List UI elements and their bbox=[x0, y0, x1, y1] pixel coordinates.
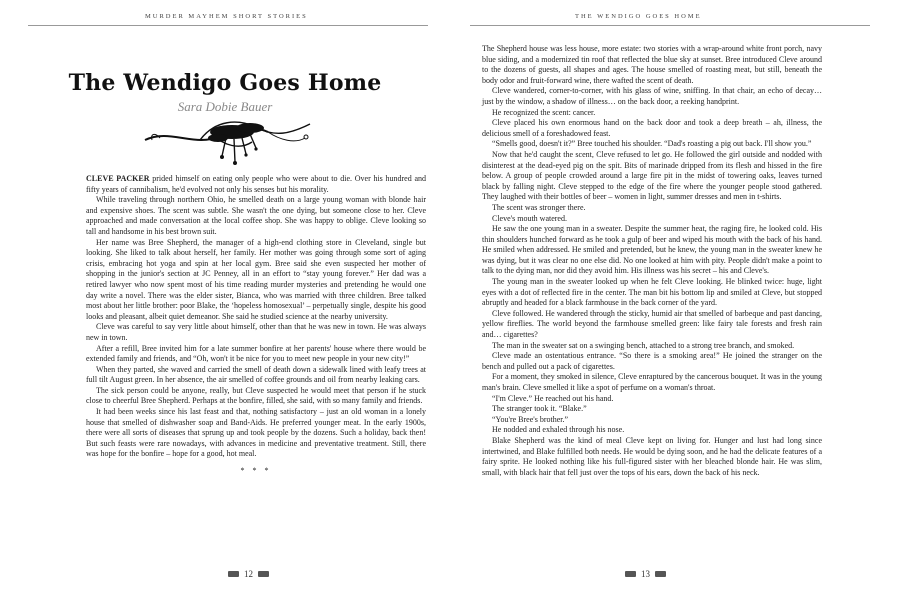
paragraph: Blake Shepherd was the kind of meal Cleve kept on living for. Hunger and lust had long since intertwined, and Blake fulfilled both needs. He would be dying soon, and he had the delicate features of a fairy sprite. He looked nothing like his full-figured sister with her bleached blonde hair. He was slim, small, with black hair that fell just over the tops of his ears, down the back of his neck. bbox=[482, 435, 822, 477]
left-body-text bbox=[86, 174, 426, 477]
scene-break: * * * bbox=[240, 466, 272, 476]
paragraph: The young man in the sweater looked up when he felt Cleve looking. He blinked twice: huge, light eyes with a dot of reflected fire in the center. The man bit his bottom lip and smiled at Cleve, but stopped abruptly and headed for a black farmhouse in the back corner of the yard. bbox=[482, 277, 822, 308]
paragraph: The stranger took it. “Blake.” bbox=[492, 404, 587, 414]
running-head-right: THE WENDIGO GOES HOME bbox=[575, 13, 702, 20]
header-rule-left bbox=[28, 25, 428, 26]
paragraph: “You're Bree's brother.” bbox=[492, 414, 569, 424]
paragraph: For a moment, they smoked in silence, Cleve enraptured by the cancerous bouquet. It was in the young man's brain. Cleve smelled it like a spot of perfume on a woman's throat. bbox=[482, 372, 822, 392]
paragraph: After a refill, Bree invited him for a late summer bonfire at her parents' house where there would be extended family and friends, and “Oh, won't it be nice for you to meet new people in your new city!” bbox=[86, 343, 426, 364]
paragraph: While traveling through northern Ohio, he smelled death on a large young woman with blonde hair and expensive shoes. The scent was subtle. She wasn't the one dying, but someone close to her. Cleve approached and made conversation at the local coffee shop. She was happy to oblige. Cleve looking so tall and handsome in his best brown suit. bbox=[86, 195, 426, 236]
paragraph: CLEVE PACKER prided himself on eating only people who were about to die. Over his hundred and fifty years of cannibalism, he'd evolved not only his senses but his morality. bbox=[86, 174, 426, 194]
folio-ornament-icon bbox=[228, 571, 239, 577]
paragraph: Now that he'd caught the scent, Cleve refused to let go. He followed the girl outside and nodded with disinterest at the dead-eyed pig on the spit. Bits of marinade dripped from its flesh and hissed in the fire below. A group of people crowded around a large fire pit in the midst of towering oaks, leaves turned black by falling night. Cleve stepped to the edge of the fire where the younger people stood gathered. They laughed with their bottles of beer – women in light, summer dresses and men in t-shirts. bbox=[482, 149, 822, 202]
paragraph: Cleve followed. He wandered through the sticky, humid air that smelled of barbeque and past dancing, yellow fireflies. The world beyond the farmhouse smelled green: like fairy tale forests and fresh rain and… cigarettes? bbox=[482, 308, 822, 340]
paragraph: Cleve's mouth watered. bbox=[492, 213, 567, 223]
header-rule-right bbox=[470, 25, 870, 26]
paragraph: When they parted, she waved and carried the smell of death down a sidewalk lined with leafy trees at full tilt August green. In her absence, the air smelled of coffee grounds and oil from nearby leaking cars. bbox=[86, 364, 426, 385]
paragraph: Cleve was careful to say very little about himself, other than that he was new in town. He was always new in town. bbox=[86, 322, 426, 342]
paragraph: Cleve placed his own enormous hand on the back door and took a deep breath – ah, illness, the delicious smell of a foreshadowed feast. bbox=[482, 118, 822, 138]
right-page bbox=[450, 0, 900, 600]
paragraph: Cleve made an ostentatious entrance. “So there is a smoking area!” He joined the stranger on the bench and pulled out a pack of cigarettes. bbox=[482, 351, 822, 371]
paragraph: Cleve wandered, corner-to-corner, with his glass of wine, sniffing. In that chair, an echo of decay… just by the window, a shadow of illness… on the back door, a reeking handprint. bbox=[482, 86, 822, 106]
page-number-right: 13 bbox=[625, 569, 666, 579]
story-title: The Wendigo Goes Home bbox=[68, 70, 382, 96]
lead-in: CLEVE PACKER bbox=[86, 174, 150, 183]
paragraph: He recognized the scent: cancer. bbox=[492, 107, 596, 117]
folio-ornament-icon bbox=[258, 571, 269, 577]
paragraph: “I'm Cleve.” He reached out his hand. bbox=[492, 393, 614, 403]
paragraph: The Shepherd house was less house, more estate: two stories with a wrap-around white front porch, navy blue siding, and a modernized tin roof that reflected the blue sky at sunset. Bree introduced Cleve around to the dozens of guests, all shapes and ages. The house smelled of roasting meat, but still, beneath the body odor and fruit-forward wine, there wafted the scent of death. bbox=[482, 44, 822, 85]
paragraph: “Smells good, doesn't it?” Bree touched his shoulder. “Dad's roasting a pig out back. I'll show you.” bbox=[492, 139, 812, 149]
paragraph: The man in the sweater sat on a swinging bench, attached to a strong tree branch, and smoked. bbox=[492, 340, 795, 350]
right-body-text bbox=[482, 44, 822, 478]
decorative-flourish-icon bbox=[140, 110, 315, 170]
story-author: Sara Dobie Bauer bbox=[177, 99, 273, 114]
paragraph: The scent was stronger there. bbox=[492, 202, 586, 212]
folio-ornament-icon bbox=[625, 571, 636, 577]
folio-ornament-icon bbox=[655, 571, 666, 577]
running-head-left: MURDER MAYHEM SHORT STORIES bbox=[145, 13, 308, 20]
paragraph: The sick person could be anyone, really, but Cleve suspected he would meet that person if he stuck close to cheerful Bree Shepherd. Perhaps at the bonfire, filled, she said, with so many family and friends. bbox=[86, 385, 426, 406]
page-number-left: 12 bbox=[228, 569, 269, 579]
paragraph: Her name was Bree Shepherd, the manager of a high-end clothing store in Cleveland, single but looking. She liked to talk about herself, her family. Her mother was going through some sort of aging crisis, embracing hot yoga and spin at her local gym. Bree said she even suspected her mother of shopping in the junior's section at JC Penney, all in an effort to “stay young forever.” Her dad was a retired lawyer who now spent most of his time reading murder mysteries and pretending he would one day write a novel. There was the elder sister, Bianca, who was married with three children. Bree talked most about her little brother: poor Blake, the ‘hopeless homosexual’ – perpetually single, despite his good looks and pleasant, albeit quiet demeanor. She said he studied science at the nearby university. bbox=[86, 237, 426, 321]
paragraph: It had been weeks since his last feast and that, nothing satisfactory – just an old woman in a lonely house that smelled of dishwasher soap and Band-Aids. He preferred younger meat. In the early 1900s, there were all sorts of diseases that sprung up and took people by the dozens. Such a holiday, back then! But such feasts were rare nowadays, with advances in medicine and preventative treatment. Still, there was hope for the bonfire – hope for a good, hot meal. bbox=[86, 407, 426, 459]
paragraph: He nodded and exhaled through his nose. bbox=[492, 425, 625, 435]
paragraph: He saw the one young man in a sweater. Despite the summer heat, the raging fire, he looked cold. His thin shoulders hunched forward as he took a gulp of beer and wiped his mouth with the back of his hand. He smiled when addressed. He smiled and pretended, but he knew, the young man in the sweater knew he was dying, but it was clear no one else did. No one looked at him with pity. People didn't make a point to talk to the dying man, nor did they avoid him. His illness was his secret – his and Cleve's. bbox=[482, 224, 822, 276]
